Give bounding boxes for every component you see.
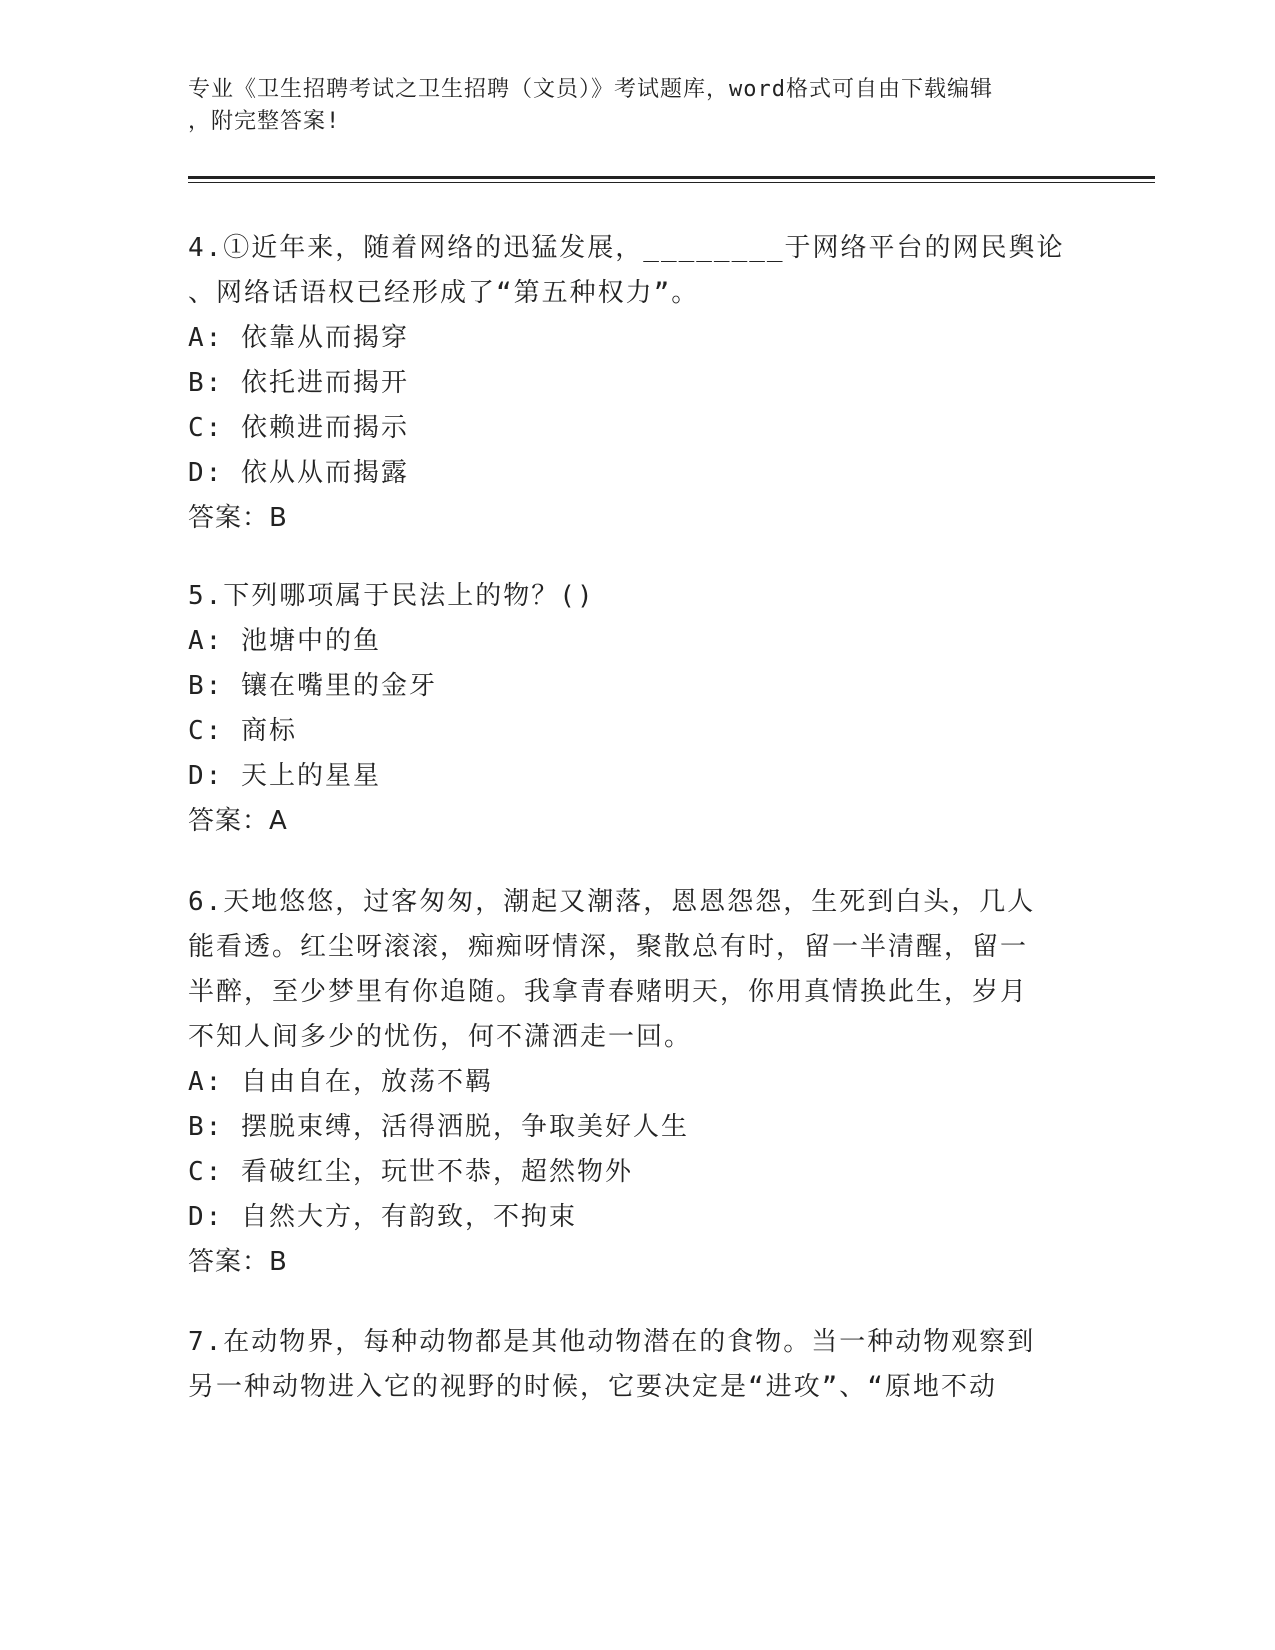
option-b: B: 镶在嘴里的金牙 [188,671,437,701]
question-stem-line: 6.天地悠悠，过客匆匆，潮起又潮落，恩恩怨怨，生死到白头，几人 [188,887,1036,917]
question-6 [188,880,1068,1285]
option-d: D: 天上的星星 [188,761,381,791]
header-line-2: ，附完整答案! [188,109,341,134]
question-stem-line: 、网络话语权已经形成了“第五种权力”。 [188,278,700,308]
option-c: C: 看破红尘，玩世不恭，超然物外 [188,1157,633,1187]
option-a: A: 池塘中的鱼 [188,626,381,656]
question-stem-line: 5.下列哪项属于民法上的物？() [188,581,595,611]
answer-line: 答案：B [188,1247,288,1277]
option-d: D: 自然大方，有韵致，不拘束 [188,1202,577,1232]
option-d: D: 依从从而揭露 [188,458,409,488]
header-line-1: 专业《卫生招聘考试之卫生招聘（文员）》考试题库，word格式可自由下载编辑 [188,77,993,102]
header-divider-thick [188,176,1155,179]
answer-line: 答案：A [188,806,288,836]
question-4 [188,226,1068,541]
option-c: C: 商标 [188,716,297,746]
answer-line: 答案：B [188,503,288,533]
option-a: A: 依靠从而揭穿 [188,323,409,353]
question-stem-line: 半醉，至少梦里有你追随。我拿青春赌明天，你用真情换此生，岁月 [188,977,1029,1007]
question-7 [188,1320,1068,1410]
question-stem-line: 7.在动物界，每种动物都是其他动物潜在的食物。当一种动物观察到 [188,1327,1036,1357]
question-stem-line: 能看透。红尘呀滚滚，痴痴呀情深，聚散总有时，留一半清醒，留一 [188,932,1029,962]
option-c: C: 依赖进而揭示 [188,413,409,443]
question-stem-line: 4.①近年来，随着网络的迅猛发展，________于网络平台的网民舆论 [188,233,1065,263]
question-stem-line: 不知人间多少的忧伤，何不潇洒走一回。 [188,1022,693,1052]
option-b: B: 摆脱束缚，活得洒脱，争取美好人生 [188,1112,689,1142]
question-stem-line: 另一种动物进入它的视野的时候，它要决定是“进攻”、“原地不动 [188,1372,997,1402]
option-a: A: 自由自在，放荡不羁 [188,1067,493,1097]
option-b: B: 依托进而揭开 [188,368,409,398]
question-5 [188,574,1068,844]
header-divider-thin [188,182,1155,183]
document-header [188,74,1068,138]
